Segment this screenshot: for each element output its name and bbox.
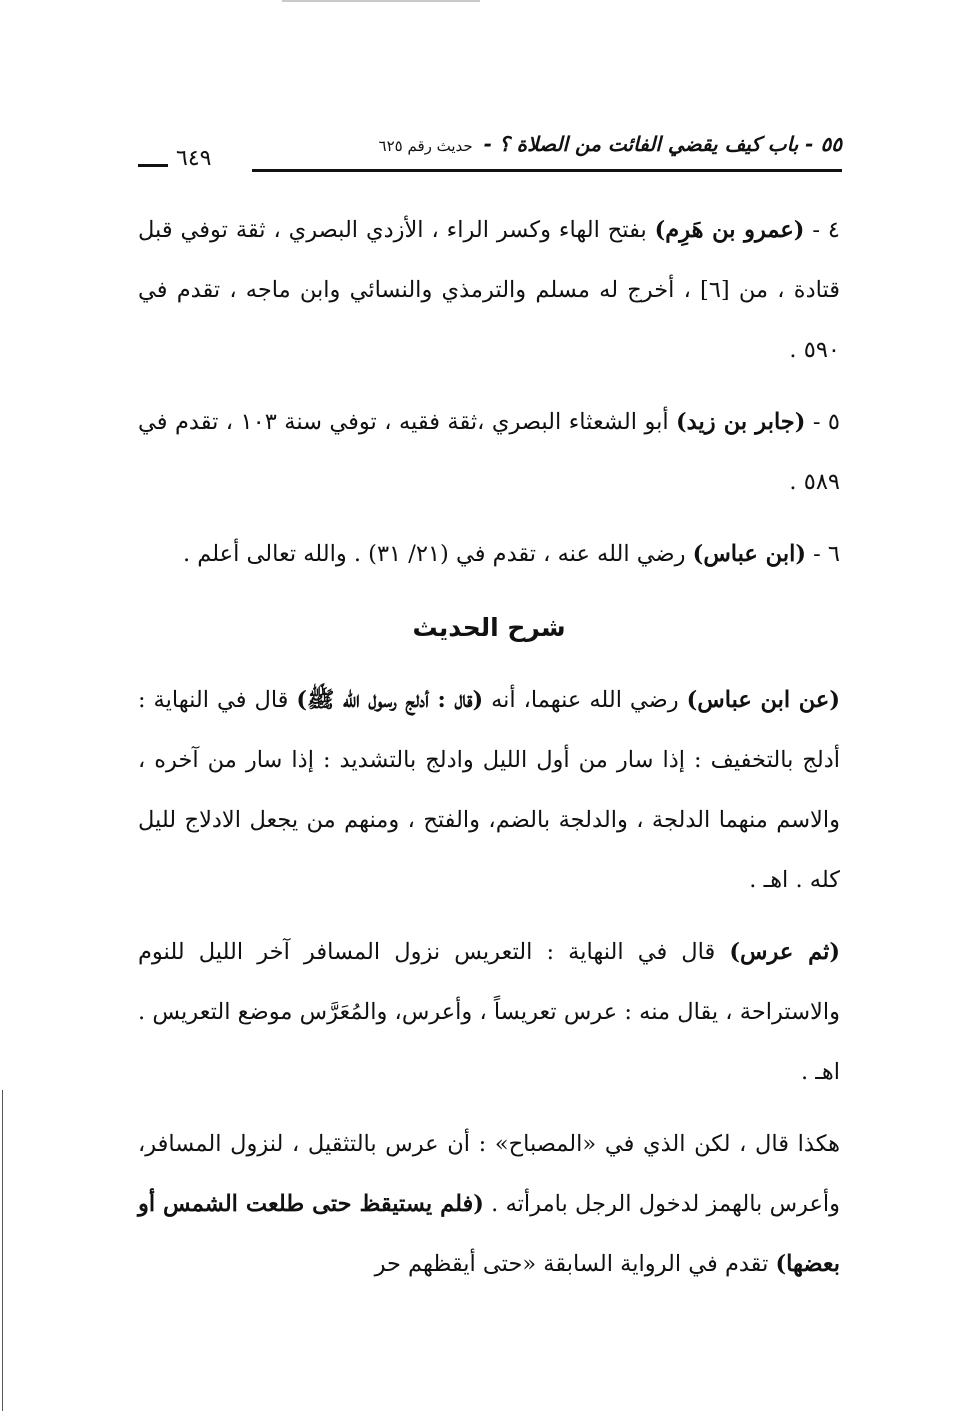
section-heading: شرح الحديث <box>412 613 566 642</box>
commentary-text: هكذا قال ، لكن الذي في «المصباح» : أن عرس بالتثقيل ، لنزول المسافر، وأعرس بالهمز لدخول الرجل بامرأته . <box>138 1131 840 1217</box>
commentary-text: قال في النهاية : التعريس نزول المسافر آخر الليل للنوم والاستراحة ، يقال منه : عرس تعريساً ، وأعرس، والمُعَرَّس موضع التعريس . اهـ . <box>138 939 840 1085</box>
running-header <box>138 128 842 174</box>
page-number-dash <box>138 164 168 167</box>
commentary-paragraph <box>138 1114 840 1294</box>
narrator-text: بفتح الهاء وكسر الراء ، الأزدي البصري ، ثقة توفي قبل قتادة ، من [٦] ، أخرج له مسلم والترمذي والنسائي وابن ماجه ، تقدم في ٥٩٠ . <box>138 217 840 363</box>
narrator-number: ٦ - <box>805 541 840 567</box>
quoted-phrase: (فلم يستيقظ حتى طلعت الشمس أو بعضها) <box>138 1191 840 1277</box>
commentary-text: قال في النهاية : أدلج بالتخفيف : إذا سار من أول الليل وادلج بالتشديد : إذا سار من آخره ، والاسم منهما الدلجة ، والدلجة بالضم، والفتح ، ومنهم من يجعل الادلاج لليل كله . اهـ . <box>138 687 840 893</box>
chapter-title: ٥٥ - باب كيف يقضي الفائت من الصلاة ؟ - <box>483 132 842 156</box>
scan-edge-line <box>2 1090 3 1411</box>
narrator-entry <box>138 524 840 584</box>
hadith-reference: حديث رقم ٦٢٥ <box>378 137 473 155</box>
header-rule <box>252 169 842 172</box>
narrator-name: (ابن عباس) <box>692 541 806 567</box>
quoted-phrase: (ثم عرس) <box>729 939 840 965</box>
quoted-phrase: (قال : أدلج رسول الله ﷺ) <box>296 687 484 713</box>
narrator-number: ٤ - <box>804 217 840 243</box>
commentary-text: تقدم في الرواية السابقة «حتى أيقظهم حر <box>374 1251 776 1277</box>
top-edge-rule <box>282 0 480 2</box>
narrator-name: (عمرو بن هَرِم) <box>654 217 805 243</box>
narrator-entry <box>138 392 840 512</box>
quoted-phrase: (عن ابن عباس) <box>686 687 840 713</box>
page-number: ٦٤٩ <box>176 146 212 171</box>
header-title <box>379 132 842 156</box>
commentary-text: رضي الله عنهما، أنه <box>483 687 687 713</box>
commentary-paragraph <box>138 922 840 1102</box>
narrator-text: رضي الله عنه ، تقدم في (٢١/ ٣١) . والله تعالى أعلم . <box>182 541 693 567</box>
page-body <box>138 200 840 1306</box>
commentary-paragraph <box>138 670 840 910</box>
narrator-entry <box>138 200 840 380</box>
narrator-name: (جابر بن زيد) <box>676 409 806 435</box>
narrator-number: ٥ - <box>805 409 840 435</box>
narrator-text: أبو الشعثاء البصري ،ثقة فقيه ، توفي سنة ١٠٣ ، تقدم في ٥٨٩ . <box>138 409 840 495</box>
